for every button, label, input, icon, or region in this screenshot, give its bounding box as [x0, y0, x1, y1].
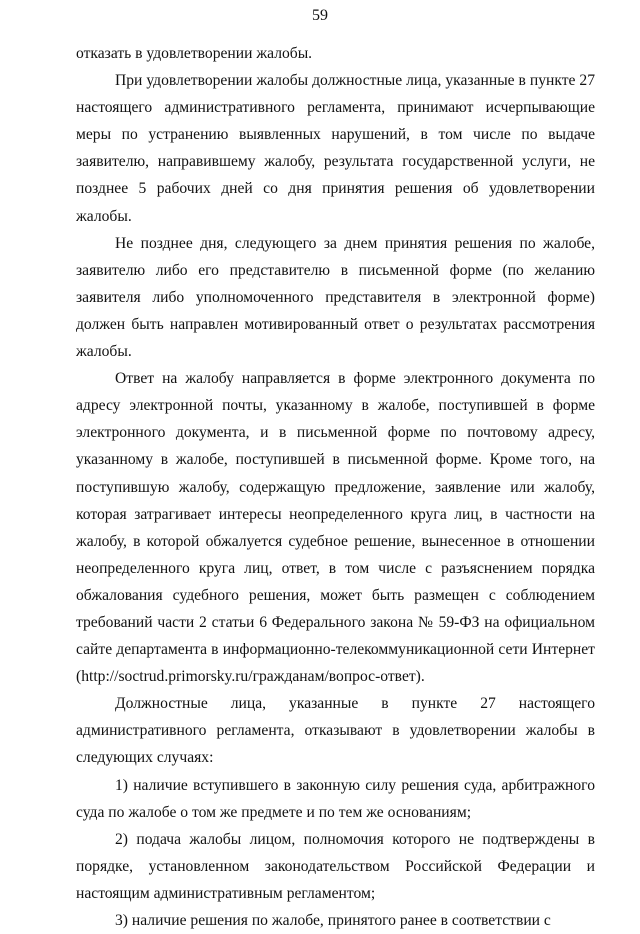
paragraph-reasoned-response: Не позднее дня, следующего за днем принятия решения по жалобе, заявителю либо его представителю в письменной форме (по желанию заявителя либо уполномоченного представителя в электронной форме) должен быть направлен мотивированный ответ о результатах рассмотрения жалобы. [76, 234, 595, 361]
paragraph-continuation: отказать в удовлетворении жалобы. [76, 45, 313, 62]
paragraph-satisfaction-measures: При удовлетворении жалобы должностные лица, указанные в пункте 27 настоящего административного регламента, принимают исчерпывающие меры по устранению выявленных нарушений, в том числе по выдаче заявителю, направившему жалобу, результата государственной услуги, не позднее 5 рабочих дней со дня принятия решения об удовлетворении жалобы. [76, 72, 595, 225]
page-number: 59 [312, 7, 328, 24]
document-body [76, 40, 595, 934]
paragraph-refusal-cases: Должностные лица, указанные в пункте 27 настоящего административного регламента, отказывают в удовлетворении жалобы в следующих случаях: [76, 695, 595, 767]
list-item-prior-decision: 3) наличие решения по жалобе, принятого ранее в соответствии с [115, 912, 551, 929]
list-item-unconfirmed-authority: 2) подача жалобы лицом, полномочия которого не подтверждены в порядке, установленном законодательством Российской Федерации и настоящим административным регламентом; [76, 830, 595, 902]
list-item-court-decision: 1) наличие вступившего в законную силу решения суда, арбитражного суда по жалобе о том же предмете и по тем же основаниям; [76, 776, 595, 821]
paragraph-response-form: Ответ на жалобу направляется в форме электронного документа по адресу электронной почты, указанному в жалобе, поступившей в форме электронного документа, и в письменной форме по почтовому адресу, указанному в жалобе, поступившей в письменной форме. Кроме того, на поступившую жалобу, содержащую предложение, заявление или жалобу, которая затрагивает интересы неопределенного круга лиц, в частности на жалобу, в которой обжалуется судебное решение, вынесенное в отношении неопределенного круга лиц, ответ, в том числе с разъяснением порядка обжалования судебного решения, может быть размещен с соблюдением требований части 2 статьи 6 Федерального закона № 59-ФЗ на официальном сайте департамента в информационно-телекоммуникационной сети Интернет (http://soctrud.primorsky.ru/гражданам/вопрос-ответ). [76, 370, 595, 686]
